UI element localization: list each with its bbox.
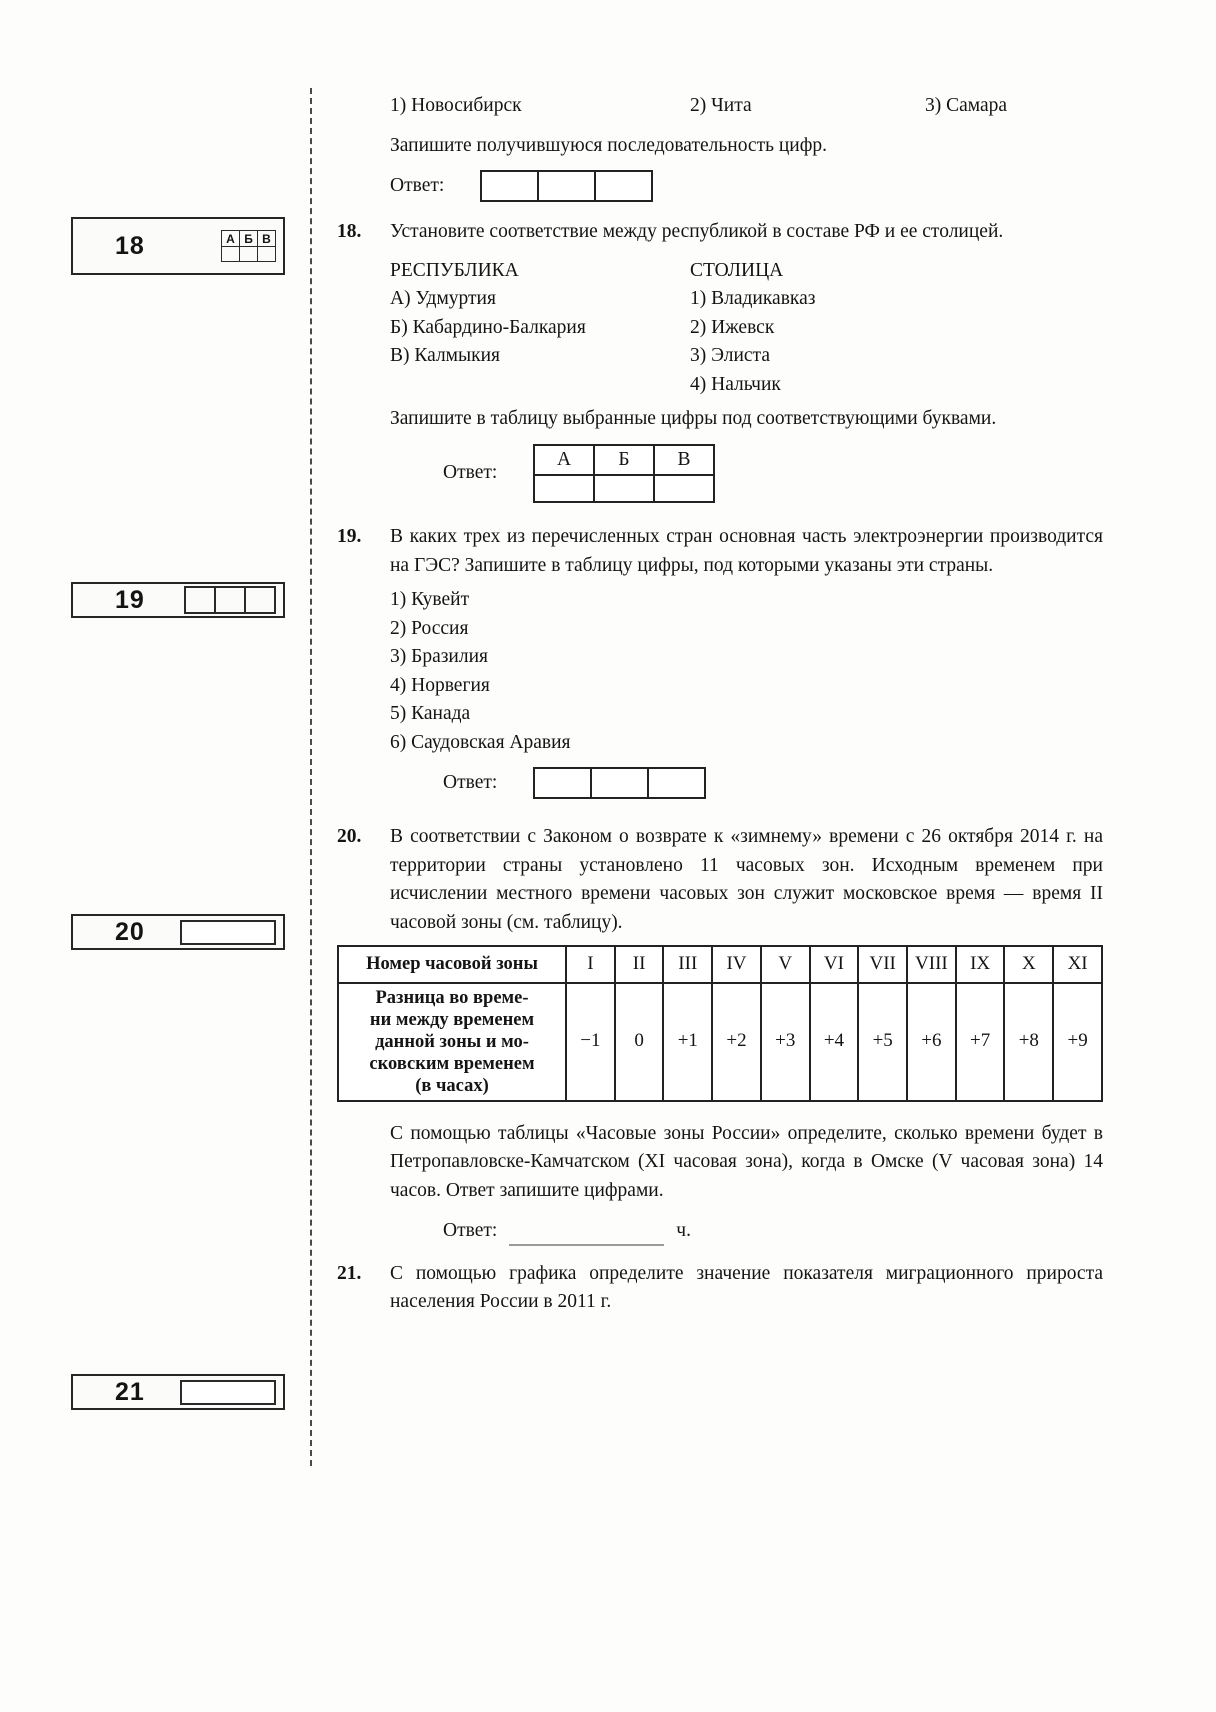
margin-number-19: 19 <box>115 585 145 614</box>
list-item: 1) Кувейт <box>390 589 470 610</box>
zone-cell: III <box>663 946 712 983</box>
answer-label: Ответ: <box>443 1220 498 1241</box>
match-item: 3) Элиста <box>690 345 770 366</box>
answer-cell <box>240 247 258 262</box>
margin-answer-cells-19 <box>184 586 276 614</box>
row-label <box>338 983 566 1101</box>
value-cell: +2 <box>712 983 761 1101</box>
answer-cell <box>245 587 275 613</box>
option-1: 1) Новосибирск <box>390 95 522 116</box>
answer-table-header-row <box>534 445 714 476</box>
answer-cells-row <box>185 587 275 613</box>
question-body <box>390 218 1103 503</box>
match-item: 1) Владикавказ <box>690 288 816 309</box>
question-20 <box>337 823 1103 1246</box>
label-line: сковским временем <box>369 1053 535 1074</box>
answer-label: Ответ: <box>390 174 445 196</box>
answer-field <box>180 920 276 945</box>
question-number: 20. <box>337 826 362 847</box>
match-item: 2) Ижевск <box>690 316 775 338</box>
value-cell: +8 <box>1004 983 1053 1101</box>
answer-cell <box>538 171 595 201</box>
option-2: 2) Чита <box>690 95 752 116</box>
column-header: СТОЛИЦА <box>690 259 784 281</box>
match-column-republic <box>390 257 690 400</box>
zone-cell: II <box>615 946 664 983</box>
answer-label: Ответ: <box>443 462 498 483</box>
grid-header-row <box>222 231 276 247</box>
zone-cell: VIII <box>907 946 956 983</box>
question-text: В каких трех из перечисленных стран основная часть электроэнергии производится на ГЭС? Запишите в таблицу цифры, под которыми указаны эти страны. <box>390 526 1103 576</box>
list-item: 3) Бразилия <box>390 646 488 667</box>
value-cell: +9 <box>1053 983 1102 1101</box>
question-number: 19. <box>337 526 362 547</box>
label-line: Разница во време- <box>375 987 529 1008</box>
value-cell: +1 <box>663 983 712 1101</box>
matching-columns <box>390 257 1103 400</box>
value-cell: 0 <box>615 983 664 1101</box>
answer-cell <box>654 475 714 502</box>
value-cell: −1 <box>566 983 615 1101</box>
question-21 <box>337 1260 1103 1317</box>
match-item: А) Удмуртия <box>390 288 496 309</box>
grid-header-cell-a: А <box>222 231 240 247</box>
zone-cell: XI <box>1053 946 1102 983</box>
question-text: С помощью графика определите значение показателя миграционного прироста населения России в 2011 г. <box>390 1262 1103 1312</box>
question-body <box>366 823 1103 1246</box>
match-item: 4) Нальчик <box>690 373 781 395</box>
value-cell: +5 <box>858 983 907 1101</box>
prev-question-instruction: Запишите получившуюся последовательность цифр. <box>390 134 828 156</box>
answer-label: Ответ: <box>443 771 498 793</box>
question-body <box>390 523 1103 799</box>
label-line: ни между временем <box>369 1009 535 1030</box>
answer-cell <box>594 475 654 502</box>
answer-cell <box>185 587 215 613</box>
answer-cell <box>591 768 648 798</box>
question-text: В соответствии с Законом о возврате к «зимнему» времени с 26 октября 2014 г. на территории страны установлено 11 часовых зон. Исходным временем при исчислении местного времени часовых зон служит московское время — время II часовой зоны (см. таблицу). <box>390 826 1103 933</box>
q20-answer-line <box>443 1217 1103 1246</box>
zone-cell: I <box>566 946 615 983</box>
margin-box-20 <box>71 914 285 950</box>
options-list <box>390 586 1103 757</box>
zone-cell: IX <box>956 946 1005 983</box>
margin-box-19 <box>71 582 285 618</box>
zone-cell: VII <box>858 946 907 983</box>
answer-cell <box>258 247 276 262</box>
header-cell-v: В <box>654 445 714 476</box>
list-item: 4) Норвегия <box>390 674 490 696</box>
match-item: Б) Кабардино-Балкария <box>390 316 586 338</box>
q19-answer-row <box>443 767 1103 799</box>
answer-cell <box>595 171 652 201</box>
answer-cell <box>648 768 705 798</box>
list-item: 6) Саудовская Аравия <box>390 731 571 753</box>
answer-table-abv <box>533 444 715 504</box>
column-header: РЕСПУБЛИКА <box>390 259 519 281</box>
list-item: 5) Канада <box>390 703 471 724</box>
margin-box-18 <box>71 217 285 275</box>
zone-number-row <box>338 946 1102 983</box>
value-cell: +6 <box>907 983 956 1101</box>
prev-answer-row <box>390 170 1103 202</box>
grid-empty-row <box>222 247 276 262</box>
value-cell: +4 <box>810 983 859 1101</box>
answer-field <box>180 1380 276 1405</box>
margin-answer-grid-18 <box>221 230 276 262</box>
answer-cell <box>215 587 245 613</box>
question-19 <box>337 523 1103 799</box>
answer-cells-row <box>534 768 705 798</box>
prev-question-options <box>390 92 1103 121</box>
zone-cell: VI <box>810 946 859 983</box>
zone-cell: X <box>1004 946 1053 983</box>
answer-cells-box <box>480 170 653 202</box>
zone-cell: IV <box>712 946 761 983</box>
answer-unit: ч. <box>676 1220 691 1241</box>
margin-box-21 <box>71 1374 285 1410</box>
answer-cell <box>222 247 240 262</box>
question-body <box>390 1260 1103 1317</box>
question-instruction: Запишите в таблицу выбранные цифры под соответствующими буквами. <box>390 408 997 429</box>
margin-number-21: 21 <box>115 1377 145 1406</box>
margin-number-20: 20 <box>115 917 145 946</box>
question-text-2: С помощью таблицы «Часовые зоны России» определите, сколько времени будет в Петропавловске-Камчатском (XI часовая зона), когда в Омске (V часовая зона) 14 часов. Ответ запишите цифрами. <box>390 1122 1103 1201</box>
time-difference-row <box>338 983 1102 1101</box>
row-label: Номер часовой зоны <box>338 946 566 983</box>
match-column-capital <box>690 257 815 400</box>
answer-table-empty-row <box>534 475 714 502</box>
option-3: 3) Самара <box>925 95 1008 116</box>
match-item: В) Калмыкия <box>390 345 501 366</box>
question-number: 21. <box>337 1262 362 1284</box>
question-18 <box>337 218 1103 503</box>
answer-cells-row <box>481 171 652 201</box>
time-zone-table <box>337 945 1103 1102</box>
label-line: данной зоны и мо- <box>375 1031 529 1052</box>
q18-answer-row <box>443 444 1103 504</box>
zone-cell: V <box>761 946 810 983</box>
question-number: 18. <box>337 221 362 242</box>
question-text: Установите соответствие между республикой в составе РФ и ее столицей. <box>390 221 1004 242</box>
grid-header-cell-b: Б <box>240 231 258 247</box>
header-cell-a: А <box>534 445 594 476</box>
main-content <box>337 92 1103 1317</box>
answer-cell <box>481 171 538 201</box>
value-cell: +7 <box>956 983 1005 1101</box>
grid-header-cell-v: В <box>258 231 276 247</box>
answer-cell <box>534 768 591 798</box>
list-item: 2) Россия <box>390 617 469 639</box>
margin-divider-line <box>310 88 312 1466</box>
answer-cell <box>534 475 594 502</box>
label-line: (в часах) <box>415 1075 489 1096</box>
value-cell: +3 <box>761 983 810 1101</box>
margin-number-18: 18 <box>115 231 145 260</box>
answer-cells-box <box>533 767 706 799</box>
header-cell-b: Б <box>594 445 654 476</box>
answer-blank <box>509 1224 664 1245</box>
